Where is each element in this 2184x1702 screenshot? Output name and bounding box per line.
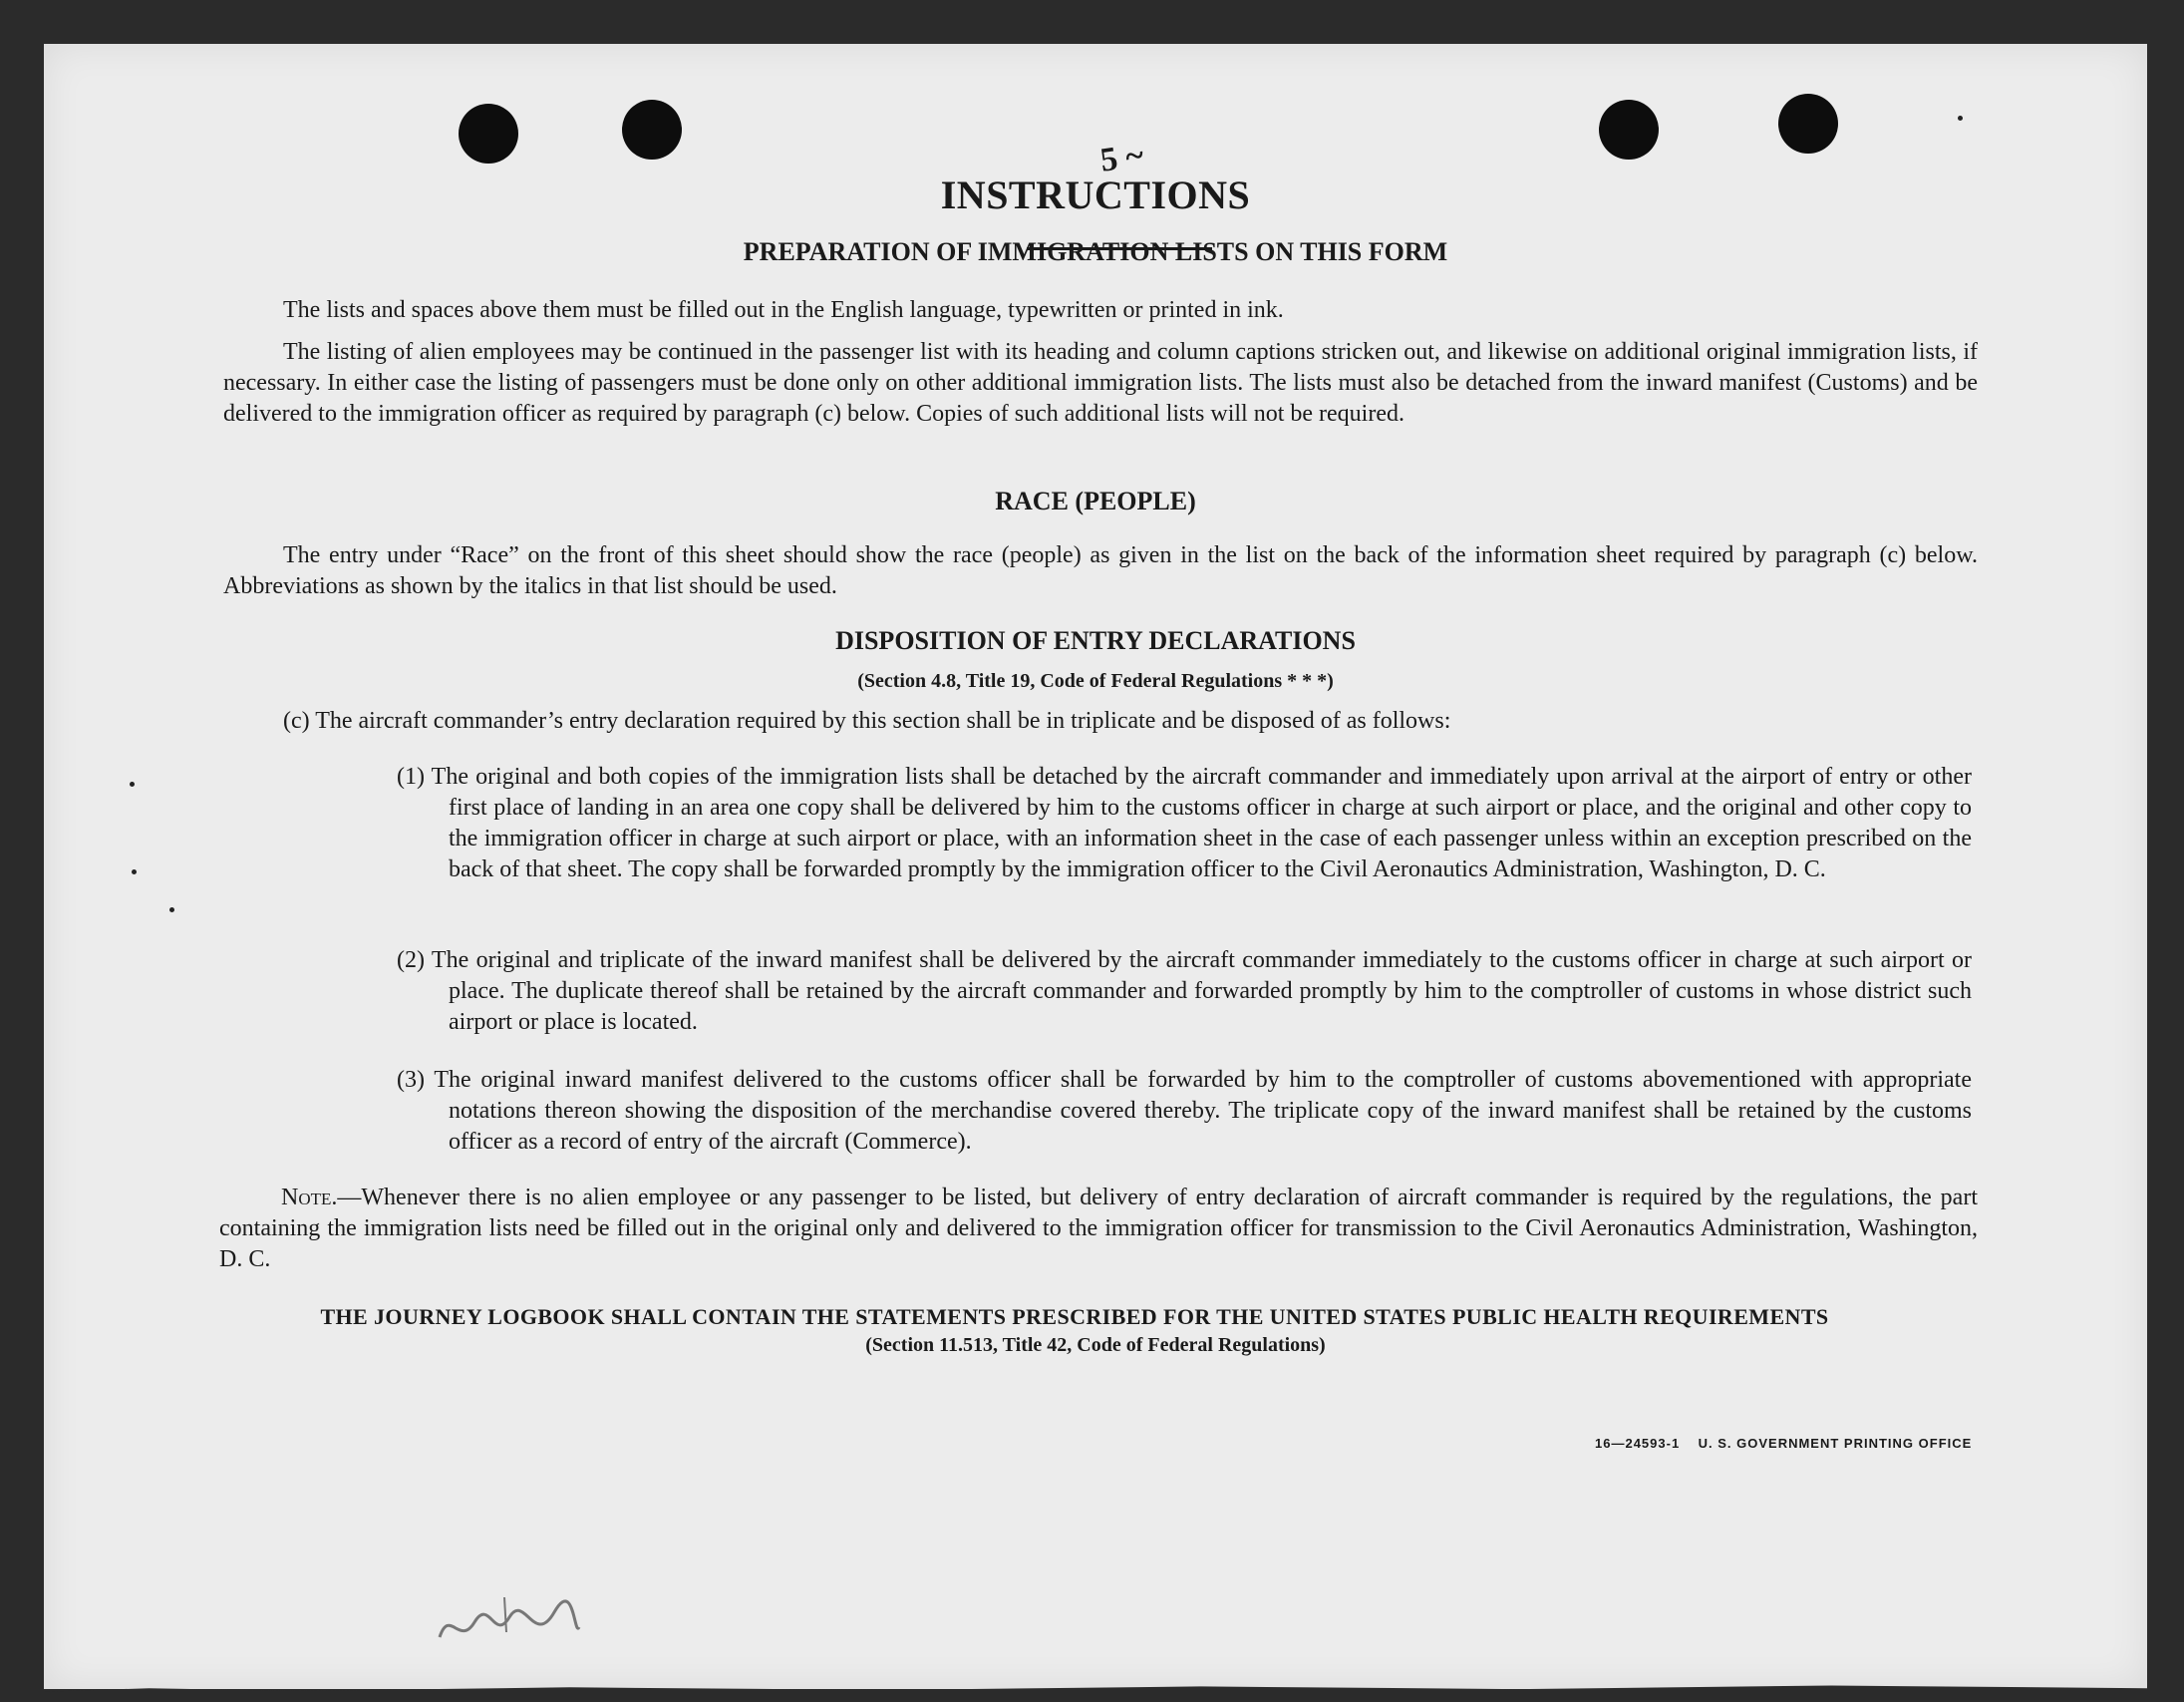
speck: [132, 869, 137, 874]
form-code: 16—24593-1: [1595, 1436, 1681, 1451]
item-number: (3): [397, 1067, 425, 1093]
page-title: INSTRUCTIONS: [940, 172, 1251, 217]
paragraph-intro-c: (c) The aircraft commander’s entry declaration required by this section shall be in triplicate and be disposed of as follows:: [283, 708, 1451, 734]
item-text: The original and both copies of the immigration lists shall be detached by the aircraft commander and immediately upon arrival at the airport of entry or other first place of landing in an area one copy shall be delivered by him to the customs officer in charge at such airport or place, and the original and other copy to the immigration officer in charge at such airport or place, with an information sheet in the case of each passenger unless within an exception prescribed on the back of that sheet. The copy shall be forwarded promptly by the immigration officer to the Civil Aeronautics Administration, Washington, D. C.: [431, 764, 1972, 882]
printer-imprint: [1595, 1436, 1972, 1451]
speck: [1958, 116, 1963, 121]
item-number: (2): [397, 947, 425, 973]
health-citation: (Section 11.513, Title 42, Code of Federal Regulations): [865, 1334, 1326, 1356]
paragraph-race: The entry under “Race” on the front of this sheet should show the race (people) as given in the list on the back of the information sheet required by paragraph (c) below. Abbreviations as shown by the italics in that list should be used.: [223, 542, 1978, 599]
punch-hole: [622, 100, 682, 160]
punch-hole: [1599, 100, 1659, 160]
document-sheet: [44, 44, 2147, 1689]
item-number: (1): [397, 764, 425, 790]
list-item: [369, 762, 1972, 885]
item-text: The original and triplicate of the inward manifest shall be delivered by the aircraft commander immediately to the customs officer in charge at such airport or place. The duplicate thereof shall be retained by the aircraft commander and forwarded promptly by him to the comptroller of customs in whose district such airport or place is located.: [431, 947, 1972, 1035]
punch-hole: [1778, 94, 1838, 154]
speck: [130, 782, 135, 787]
note-text: —Whenever there is no alien employee or any passenger to be listed, but delivery of entry declaration of aircraft commander is required by the regulations, the part containing the immigration lists need be filled out in the original only and delivered to the immigration officer for transmission to the Civil Aeronautics Administration, Washington, D. C.: [219, 1185, 1978, 1272]
section-citation: (Section 4.8, Title 19, Code of Federal Regulations * * *): [857, 670, 1334, 692]
paragraph-lists-language: The lists and spaces above them must be filled out in the English language, typewritten or printed in ink.: [283, 297, 1284, 323]
section-heading-preparation: PREPARATION OF IMMIGRATION LISTS ON THIS FORM: [743, 237, 1448, 266]
section-heading-race: RACE (PEOPLE): [995, 487, 1196, 515]
signature-scribble: [435, 1587, 584, 1667]
list-item: [369, 945, 1972, 1038]
list-item: [369, 1065, 1972, 1158]
handwritten-mark: 5 ~: [1097, 137, 1146, 179]
health-requirements-line: THE JOURNEY LOGBOOK SHALL CONTAIN THE STATEMENTS PRESCRIBED FOR THE UNITED STATES PUBLIC HEALTH REQUIREMENTS: [320, 1304, 1829, 1329]
note-label: Note.: [281, 1185, 338, 1210]
speck: [169, 907, 174, 912]
punch-hole: [459, 104, 518, 164]
section-heading-disposition: DISPOSITION OF ENTRY DECLARATIONS: [835, 626, 1356, 655]
paragraph-alien-employees: The listing of alien employees may be continued in the passenger list with its heading and column captions stricken out, and likewise on additional original immigration lists, if necessary. In either case the listing of passengers must be done only on other additional immigration lists. The lists must also be detached from the inward manifest (Customs) and be delivered to the immigration officer as required by paragraph (c) below. Copies of such additional lists will not be required.: [223, 339, 1978, 427]
item-text: The original inward manifest delivered to the customs officer shall be forwarded by him to the comptroller of customs abovementioned with appropriate notations thereon showing the disposition of the merchandise covered thereby. The triplicate copy of the inward manifest shall be retained by the customs officer as a record of entry of the aircraft (Commerce).: [434, 1067, 1972, 1155]
paragraph-note: [219, 1183, 1978, 1275]
printer-name: U. S. GOVERNMENT PRINTING OFFICE: [1698, 1436, 1973, 1451]
torn-edge: [44, 1681, 2147, 1699]
